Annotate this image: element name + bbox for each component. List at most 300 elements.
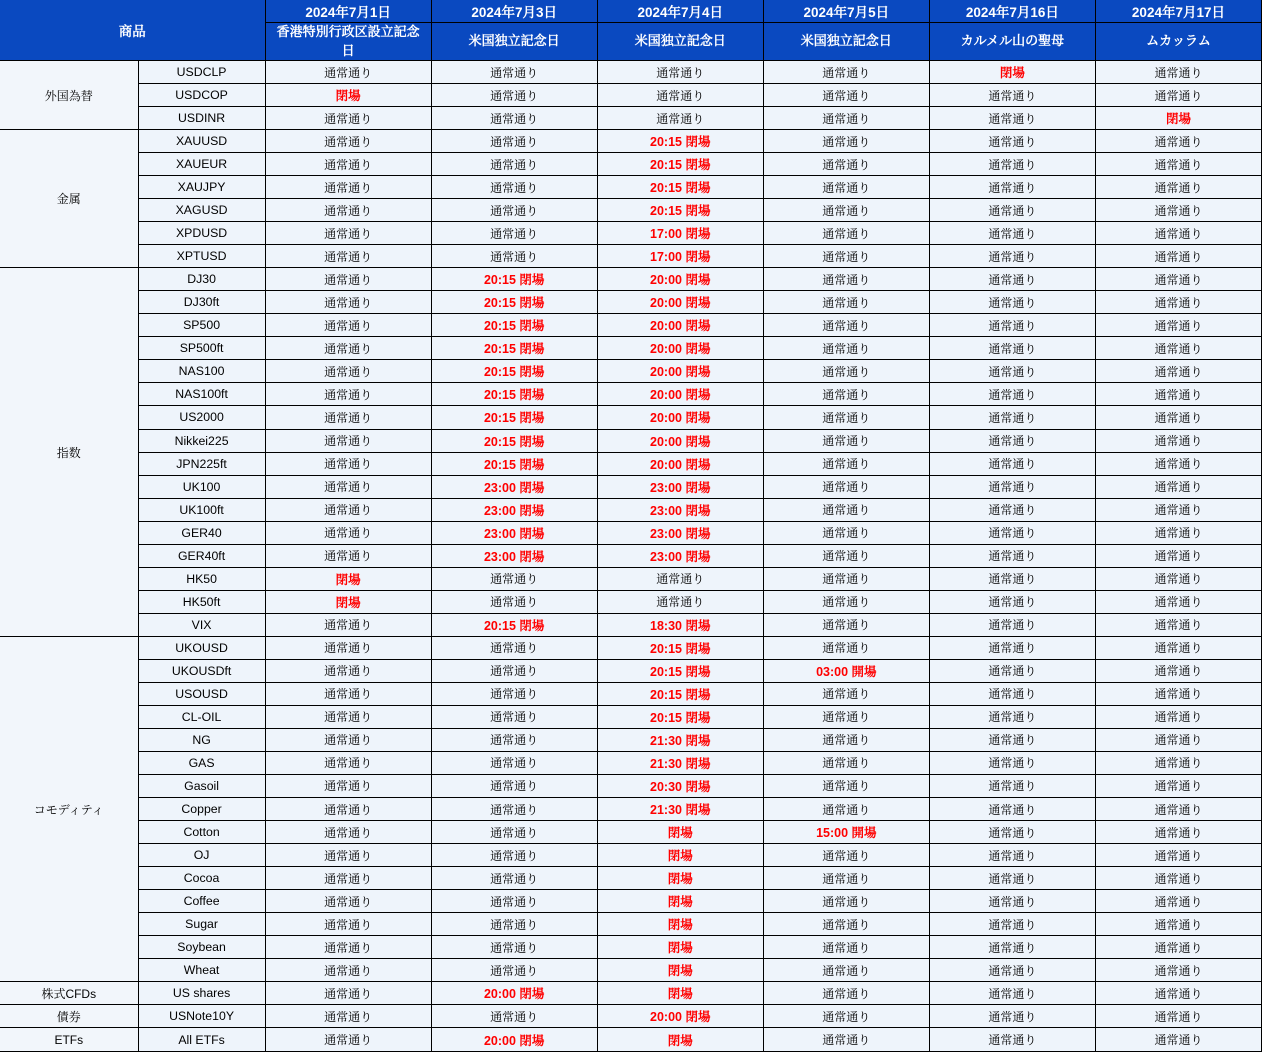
status-cell: 通常通り — [1095, 291, 1261, 314]
status-cell: 通常通り — [265, 913, 431, 936]
status-cell: 通常通り — [597, 84, 763, 107]
status-cell: 通常通り — [763, 567, 929, 590]
table-row — [0, 130, 1262, 153]
product-cell: Soybean — [138, 936, 265, 959]
status-cell: 通常通り — [265, 982, 431, 1005]
table-row — [0, 751, 1262, 774]
status-cell: 通常通り — [929, 844, 1095, 867]
status-cell: 20:15 閉場 — [597, 659, 763, 682]
table-row — [0, 982, 1262, 1005]
status-cell: 通常通り — [929, 498, 1095, 521]
status-cell: 通常通り — [763, 682, 929, 705]
status-cell: 通常通り — [265, 291, 431, 314]
status-cell: 20:15 閉場 — [431, 452, 597, 475]
product-cell: GER40 — [138, 521, 265, 544]
status-cell: 通常通り — [597, 590, 763, 613]
product-cell: HK50ft — [138, 590, 265, 613]
status-cell: 通常通り — [929, 728, 1095, 751]
status-cell: 通常通り — [763, 613, 929, 636]
status-cell: 通常通り — [763, 959, 929, 982]
status-cell: 通常通り — [431, 222, 597, 245]
status-cell: 通常通り — [1095, 613, 1261, 636]
status-cell: 20:00 閉場 — [597, 291, 763, 314]
column-header-holiday: 香港特別行政区設立記念日 — [265, 23, 431, 61]
product-cell: USDCLP — [138, 61, 265, 84]
status-cell: 通常通り — [431, 107, 597, 130]
status-cell: 通常通り — [265, 544, 431, 567]
status-cell: 通常通り — [265, 936, 431, 959]
column-header-holiday: ムカッラム — [1095, 23, 1261, 61]
status-cell: 21:30 閉場 — [597, 751, 763, 774]
table-body — [0, 61, 1262, 1052]
product-cell: Coffee — [138, 890, 265, 913]
status-cell: 23:00 閉場 — [597, 498, 763, 521]
status-cell: 通常通り — [763, 291, 929, 314]
status-cell: 通常通り — [763, 982, 929, 1005]
status-cell: 通常通り — [1095, 130, 1261, 153]
status-cell: 通常通り — [431, 1005, 597, 1028]
status-cell: 通常通り — [1095, 567, 1261, 590]
status-cell: 通常通り — [929, 153, 1095, 176]
status-cell: 閉場 — [597, 844, 763, 867]
product-cell: CL-OIL — [138, 705, 265, 728]
table-row — [0, 452, 1262, 475]
status-cell: 通常通り — [929, 659, 1095, 682]
status-cell: 通常通り — [929, 452, 1095, 475]
status-cell: 20:15 閉場 — [431, 383, 597, 406]
status-cell: 通常通り — [1095, 268, 1261, 291]
product-cell: SP500ft — [138, 337, 265, 360]
status-cell: 通常通り — [431, 936, 597, 959]
status-cell: 通常通り — [763, 890, 929, 913]
status-cell: 通常通り — [929, 1028, 1095, 1052]
product-cell: SP500 — [138, 314, 265, 337]
status-cell: 通常通り — [431, 153, 597, 176]
product-cell: NAS100ft — [138, 383, 265, 406]
status-cell: 20:00 閉場 — [597, 268, 763, 291]
status-cell: 通常通り — [265, 728, 431, 751]
product-cell: Wheat — [138, 959, 265, 982]
status-cell: 20:15 閉場 — [431, 291, 597, 314]
table-row — [0, 821, 1262, 844]
status-cell: 通常通り — [265, 751, 431, 774]
status-cell: 通常通り — [265, 659, 431, 682]
status-cell: 23:00 閉場 — [431, 498, 597, 521]
status-cell: 通常通り — [1095, 429, 1261, 452]
status-cell: 通常通り — [431, 245, 597, 268]
status-cell: 23:00 閉場 — [597, 475, 763, 498]
status-cell: 通常通り — [1095, 84, 1261, 107]
product-column-header: 商品 — [0, 0, 265, 61]
status-cell: 通常通り — [265, 61, 431, 84]
status-cell: 通常通り — [763, 176, 929, 199]
status-cell: 通常通り — [265, 406, 431, 429]
product-cell: All ETFs — [138, 1028, 265, 1052]
status-cell: 通常通り — [763, 383, 929, 406]
status-cell: 23:00 閉場 — [597, 544, 763, 567]
table-row — [0, 636, 1262, 659]
status-cell: 通常通り — [763, 406, 929, 429]
table-row — [0, 844, 1262, 867]
product-cell: DJ30 — [138, 268, 265, 291]
status-cell: 15:00 開場 — [763, 821, 929, 844]
status-cell: 通常通り — [1095, 959, 1261, 982]
status-cell: 通常通り — [1095, 844, 1261, 867]
status-cell: 通常通り — [1095, 705, 1261, 728]
product-cell: XAUJPY — [138, 176, 265, 199]
product-cell: USNote10Y — [138, 1005, 265, 1028]
status-cell: 通常通り — [763, 1028, 929, 1052]
status-cell: 通常通り — [929, 521, 1095, 544]
status-cell: 通常通り — [929, 682, 1095, 705]
status-cell: 通常通り — [431, 867, 597, 890]
status-cell: 20:00 閉場 — [597, 360, 763, 383]
status-cell: 20:00 閉場 — [597, 383, 763, 406]
status-cell: 閉場 — [597, 890, 763, 913]
table-row — [0, 521, 1262, 544]
status-cell: 閉場 — [597, 821, 763, 844]
status-cell: 20:15 閉場 — [597, 153, 763, 176]
status-cell: 通常通り — [431, 844, 597, 867]
status-cell: 通常通り — [431, 821, 597, 844]
status-cell: 通常通り — [929, 475, 1095, 498]
status-cell: 通常通り — [763, 153, 929, 176]
status-cell: 通常通り — [929, 383, 1095, 406]
status-cell: 通常通り — [763, 728, 929, 751]
product-cell: XAUEUR — [138, 153, 265, 176]
status-cell: 通常通り — [265, 498, 431, 521]
status-cell: 通常通り — [763, 222, 929, 245]
status-cell: 通常通り — [265, 613, 431, 636]
status-cell: 通常通り — [763, 798, 929, 821]
status-cell: 通常通り — [265, 153, 431, 176]
status-cell: 21:30 閉場 — [597, 728, 763, 751]
table-row — [0, 360, 1262, 383]
status-cell: 20:15 閉場 — [431, 613, 597, 636]
status-cell: 通常通り — [763, 498, 929, 521]
product-cell: NAS100 — [138, 360, 265, 383]
status-cell: 閉場 — [597, 913, 763, 936]
status-cell: 通常通り — [763, 774, 929, 797]
status-cell: 20:00 閉場 — [597, 337, 763, 360]
product-cell: JPN225ft — [138, 452, 265, 475]
status-cell: 通常通り — [1095, 867, 1261, 890]
table-row — [0, 337, 1262, 360]
status-cell: 通常通り — [929, 245, 1095, 268]
status-cell: 20:00 閉場 — [597, 1005, 763, 1028]
status-cell: 通常通り — [1095, 590, 1261, 613]
table-row — [0, 1005, 1262, 1028]
status-cell: 通常通り — [265, 337, 431, 360]
status-cell: 通常通り — [431, 590, 597, 613]
status-cell: 20:15 閉場 — [597, 636, 763, 659]
status-cell: 通常通り — [265, 130, 431, 153]
status-cell: 閉場 — [1095, 107, 1261, 130]
status-cell: 20:00 閉場 — [597, 314, 763, 337]
status-cell: 通常通り — [265, 867, 431, 890]
product-cell: Cocoa — [138, 867, 265, 890]
table-row — [0, 199, 1262, 222]
product-cell: VIX — [138, 613, 265, 636]
product-cell: GER40ft — [138, 544, 265, 567]
status-cell: 20:15 閉場 — [431, 429, 597, 452]
table-row — [0, 867, 1262, 890]
table-row — [0, 705, 1262, 728]
product-cell: Sugar — [138, 913, 265, 936]
status-cell: 閉場 — [265, 590, 431, 613]
status-cell: 通常通り — [1095, 751, 1261, 774]
status-cell: 通常通り — [763, 844, 929, 867]
product-cell: Nikkei225 — [138, 429, 265, 452]
status-cell: 通常通り — [431, 798, 597, 821]
status-cell: 通常通り — [929, 705, 1095, 728]
status-cell: 23:00 閉場 — [431, 475, 597, 498]
category-cell: 債券 — [0, 1005, 138, 1028]
status-cell: 通常通り — [929, 821, 1095, 844]
column-header-date: 2024年7月5日 — [763, 0, 929, 23]
status-cell: 17:00 閉場 — [597, 245, 763, 268]
category-cell: 株式CFDs — [0, 982, 138, 1005]
column-header-date: 2024年7月1日 — [265, 0, 431, 23]
status-cell: 通常通り — [929, 751, 1095, 774]
status-cell: 21:30 閉場 — [597, 798, 763, 821]
status-cell: 通常通り — [1095, 544, 1261, 567]
status-cell: 通常通り — [763, 107, 929, 130]
status-cell: 通常通り — [929, 429, 1095, 452]
category-cell: ETFs — [0, 1028, 138, 1052]
status-cell: 通常通り — [265, 521, 431, 544]
status-cell: 03:00 開場 — [763, 659, 929, 682]
status-cell: 20:15 閉場 — [597, 199, 763, 222]
status-cell: 通常通り — [929, 544, 1095, 567]
status-cell: 20:15 閉場 — [597, 176, 763, 199]
table-row — [0, 774, 1262, 797]
product-cell: XPTUSD — [138, 245, 265, 268]
header-date-row — [0, 0, 1262, 23]
table-row — [0, 544, 1262, 567]
column-header-holiday: 米国独立記念日 — [597, 23, 763, 61]
status-cell: 通常通り — [1095, 222, 1261, 245]
status-cell: 通常通り — [265, 245, 431, 268]
status-cell: 通常通り — [265, 959, 431, 982]
table-row — [0, 84, 1262, 107]
column-header-holiday: カルメル山の聖母 — [929, 23, 1095, 61]
product-cell: Gasoil — [138, 774, 265, 797]
status-cell: 23:00 閉場 — [597, 521, 763, 544]
status-cell: 通常通り — [431, 659, 597, 682]
status-cell: 通常通り — [929, 199, 1095, 222]
table-row — [0, 383, 1262, 406]
product-cell: UK100ft — [138, 498, 265, 521]
product-cell: USOUSD — [138, 682, 265, 705]
status-cell: 通常通り — [763, 705, 929, 728]
status-cell: 通常通り — [431, 890, 597, 913]
status-cell: 通常通り — [929, 798, 1095, 821]
status-cell: 通常通り — [1095, 475, 1261, 498]
status-cell: 通常通り — [929, 268, 1095, 291]
status-cell: 20:00 閉場 — [431, 1028, 597, 1052]
status-cell: 閉場 — [597, 1028, 763, 1052]
table-row — [0, 498, 1262, 521]
status-cell: 通常通り — [929, 613, 1095, 636]
table-row — [0, 659, 1262, 682]
status-cell: 通常通り — [265, 176, 431, 199]
status-cell: 通常通り — [763, 130, 929, 153]
status-cell: 通常通り — [763, 1005, 929, 1028]
status-cell: 通常通り — [431, 84, 597, 107]
status-cell: 通常通り — [1095, 360, 1261, 383]
column-header-date: 2024年7月4日 — [597, 0, 763, 23]
status-cell: 通常通り — [431, 959, 597, 982]
category-cell: 外国為替 — [0, 61, 138, 130]
status-cell: 通常通り — [431, 751, 597, 774]
status-cell: 通常通り — [1095, 199, 1261, 222]
status-cell: 通常通り — [431, 682, 597, 705]
status-cell: 通常通り — [763, 936, 929, 959]
status-cell: 通常通り — [431, 199, 597, 222]
status-cell: 通常通り — [265, 475, 431, 498]
status-cell: 通常通り — [763, 314, 929, 337]
status-cell: 通常通り — [929, 774, 1095, 797]
status-cell: 18:30 閉場 — [597, 613, 763, 636]
product-cell: XPDUSD — [138, 222, 265, 245]
status-cell: 通常通り — [431, 728, 597, 751]
status-cell: 通常通り — [1095, 798, 1261, 821]
status-cell: 閉場 — [929, 61, 1095, 84]
status-cell: 通常通り — [929, 291, 1095, 314]
status-cell: 通常通り — [929, 982, 1095, 1005]
status-cell: 通常通り — [265, 636, 431, 659]
status-cell: 20:00 閉場 — [597, 429, 763, 452]
status-cell: 通常通り — [1095, 1028, 1261, 1052]
product-cell: UKOUSDft — [138, 659, 265, 682]
status-cell: 通常通り — [265, 429, 431, 452]
status-cell: 通常通り — [929, 936, 1095, 959]
status-cell: 通常通り — [1095, 498, 1261, 521]
status-cell: 通常通り — [1095, 337, 1261, 360]
status-cell: 通常通り — [763, 452, 929, 475]
status-cell: 通常通り — [763, 268, 929, 291]
status-cell: 通常通り — [1095, 383, 1261, 406]
product-cell: USDINR — [138, 107, 265, 130]
status-cell: 20:00 閉場 — [431, 982, 597, 1005]
status-cell: 通常通り — [597, 61, 763, 84]
status-cell: 通常通り — [929, 337, 1095, 360]
status-cell: 通常通り — [763, 913, 929, 936]
status-cell: 通常通り — [763, 245, 929, 268]
table-row — [0, 429, 1262, 452]
status-cell: 通常通り — [431, 705, 597, 728]
status-cell: 通常通り — [929, 867, 1095, 890]
status-cell: 20:15 閉場 — [431, 337, 597, 360]
status-cell: 閉場 — [265, 567, 431, 590]
status-cell: 通常通り — [763, 751, 929, 774]
column-header-date: 2024年7月17日 — [1095, 0, 1261, 23]
status-cell: 20:15 閉場 — [431, 268, 597, 291]
status-cell: 20:00 閉場 — [597, 452, 763, 475]
product-cell: OJ — [138, 844, 265, 867]
status-cell: 通常通り — [265, 1005, 431, 1028]
status-cell: 通常通り — [763, 360, 929, 383]
status-cell: 通常通り — [1095, 913, 1261, 936]
status-cell: 通常通り — [1095, 821, 1261, 844]
table-row — [0, 613, 1262, 636]
table-row — [0, 682, 1262, 705]
table-header — [0, 0, 1262, 61]
status-cell: 閉場 — [597, 982, 763, 1005]
table-row — [0, 245, 1262, 268]
status-cell: 通常通り — [763, 84, 929, 107]
status-cell: 通常通り — [265, 199, 431, 222]
status-cell: 通常通り — [597, 567, 763, 590]
category-cell: 金属 — [0, 130, 138, 268]
status-cell: 通常通り — [1095, 1005, 1261, 1028]
table-row — [0, 475, 1262, 498]
status-cell: 通常通り — [763, 475, 929, 498]
status-cell: 通常通り — [929, 590, 1095, 613]
status-cell: 通常通り — [265, 890, 431, 913]
status-cell: 23:00 閉場 — [431, 521, 597, 544]
table-row — [0, 153, 1262, 176]
table-row — [0, 567, 1262, 590]
status-cell: 通常通り — [1095, 982, 1261, 1005]
status-cell: 通常通り — [431, 567, 597, 590]
status-cell: 通常通り — [265, 314, 431, 337]
column-header-date: 2024年7月16日 — [929, 0, 1095, 23]
status-cell: 通常通り — [431, 176, 597, 199]
column-header-holiday: 米国独立記念日 — [763, 23, 929, 61]
status-cell: 通常通り — [431, 913, 597, 936]
status-cell: 通常通り — [1095, 521, 1261, 544]
status-cell: 20:15 閉場 — [597, 130, 763, 153]
status-cell: 20:15 閉場 — [431, 314, 597, 337]
table-row — [0, 268, 1262, 291]
product-cell: XAGUSD — [138, 199, 265, 222]
status-cell: 通常通り — [929, 222, 1095, 245]
product-cell: US2000 — [138, 406, 265, 429]
status-cell: 通常通り — [929, 636, 1095, 659]
status-cell: 通常通り — [1095, 314, 1261, 337]
status-cell: 通常通り — [265, 360, 431, 383]
product-cell: UK100 — [138, 475, 265, 498]
status-cell: 通常通り — [929, 959, 1095, 982]
status-cell: 閉場 — [597, 959, 763, 982]
table-row — [0, 176, 1262, 199]
status-cell: 閉場 — [265, 84, 431, 107]
status-cell: 通常通り — [265, 222, 431, 245]
table-row — [0, 61, 1262, 84]
status-cell: 20:15 閉場 — [597, 705, 763, 728]
table-row — [0, 291, 1262, 314]
status-cell: 20:30 閉場 — [597, 774, 763, 797]
status-cell: 閉場 — [597, 936, 763, 959]
status-cell: 通常通り — [431, 61, 597, 84]
product-cell: HK50 — [138, 567, 265, 590]
status-cell: 20:15 閉場 — [431, 360, 597, 383]
product-cell: USDCOP — [138, 84, 265, 107]
status-cell: 20:00 閉場 — [597, 406, 763, 429]
table-row — [0, 590, 1262, 613]
status-cell: 通常通り — [265, 774, 431, 797]
status-cell: 通常通り — [1095, 936, 1261, 959]
status-cell: 通常通り — [763, 429, 929, 452]
status-cell: 通常通り — [265, 107, 431, 130]
status-cell: 通常通り — [265, 705, 431, 728]
table-row — [0, 222, 1262, 245]
status-cell: 17:00 閉場 — [597, 222, 763, 245]
status-cell: 通常通り — [1095, 636, 1261, 659]
status-cell: 通常通り — [763, 337, 929, 360]
